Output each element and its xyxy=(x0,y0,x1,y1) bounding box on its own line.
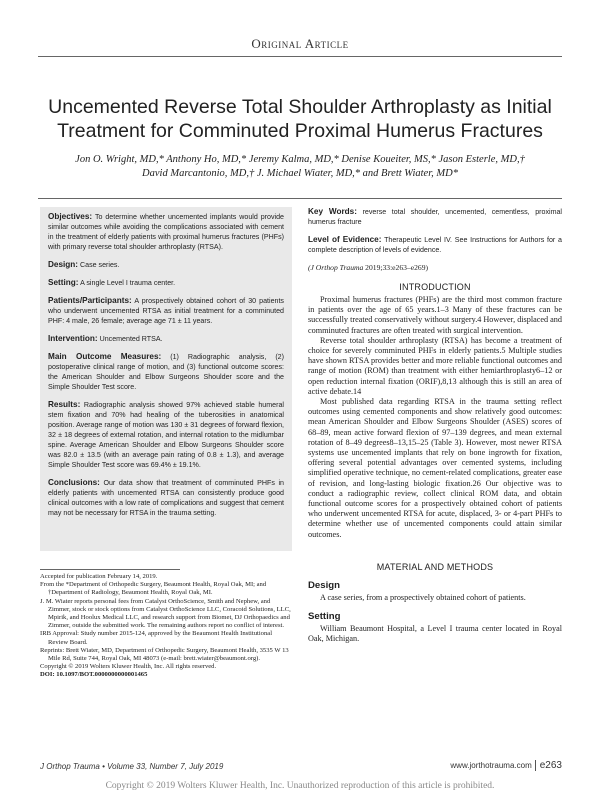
abstract-objectives xyxy=(48,212,284,252)
abstract-conclusions xyxy=(48,478,284,518)
intro-paragraph-1: Proximal humerus fractures (PHFs) are the third most common fracture in patients over the age of 65 years.1–3 Many of these fractures can be successfully treated conservatively without surgery.4 However, displaced and comminuted fractures are often treated with surgical intervention. xyxy=(308,295,562,335)
note-reprints: Reprints: Brett Wiater, MD, Department of Orthopedic Surgery, Beaumont Health, 3535 W 13 Mile Rd, Suite 744, Royal Oak, MI 48073 (e-mail: brett.wiater@beaumont.org). xyxy=(40,646,289,663)
measures-label: Main Outcome Measures: xyxy=(48,352,162,361)
objectives-label: Objectives: xyxy=(48,212,93,221)
intro-paragraph-2: Reverse total shoulder arthroplasty (RTSA) has become a treatment of choice for severely comminuted PHFs in elderly patients.5 Multiple studies have shown RTSA provides better and more reliable functional outcomes and range of motion (ROM) than treatment with either hemiarthroplasty6–12 or open reduction internal fixation (ORIF),8,13 although this is still an area of active debate.14 xyxy=(308,335,562,396)
patients-label: Patients/Participants: xyxy=(48,296,132,305)
right-column xyxy=(308,207,562,644)
citation-rest: 2019;33:e263–e269) xyxy=(363,263,429,272)
intervention-text: Uncemented RTSA. xyxy=(99,335,163,343)
methods-design-text: A case series, from a prospectively obtained cohort of patients. xyxy=(320,592,526,602)
abstract-box xyxy=(40,207,292,551)
intervention-label: Intervention: xyxy=(48,334,98,343)
results-label: Results: xyxy=(48,400,81,409)
article-title xyxy=(30,95,570,143)
measures-text: (1) Radiographic analysis, (2) postoperative clinical range of motion, and (3) functional outcome scores: the American Shoulder and Elbow Surgeons Shoulder score and the Simple Shoulder Test score. xyxy=(48,353,284,391)
note-accepted: Accepted for publication February 14, 2019. xyxy=(40,573,158,580)
setting-label: Setting: xyxy=(48,278,79,287)
note-disclosure: J. M. Wiater reports personal fees from Catalyst OrthoScience, Smith and Nephew, and Zimmer, stock or stock options from Catalyst OrthoScience LLC, Coracoid Solutions, LLC, Mpirik, and Hoolux Medical LLC, and research support from Biomet, DJ Orthopaedics and Zimmer, outside the submitted work. The remaining authors report no conflict of interest. xyxy=(40,597,291,630)
results-text: Radiographic analysis showed 97% achieved stable humeral stem fixation and 70% had healing of the tuberosities in anatomical position. Average range of motion was 130 ± 31 degrees of forward flexion, 32 ± 18 degrees of external rotation, and internal rotation to the midlumbar spine. Average American Shoulder and Elbow Surgeons Shoulder score was 82.0 ± 13.5 (with an average pain rating of 0.8 ± 1.3), and average Simple Shoulder Test score was 69.4% ± 19.1%. xyxy=(48,401,284,469)
methods-heading: MATERIAL AND METHODS xyxy=(376,561,494,572)
intro-paragraph-3: Most published data regarding RTSA in the trauma setting reflect outcomes using cemented components and show relatively good outcomes: mean American Shoulder and Elbow Surgeons Shoulder (ASES) scores of 68–89, mean active forward flexion of 97–139 degrees, and mean external rotation of 8–49 degrees8–13,15–25 (Table 3). However, most newer RTSA systems use uncemented implants that rely on bone ingrowth for fixation, offering several potential advantages over cemented systems, including simplified operative technique, no cement-related complications, greater ease of revision, and long-lasting biologic fixation.26 Our objective was to conduct a radiographic review, collect clinical ROM data, and obtain functional outcome scores for a prospectively obtained cohort of patients who underwent uncemented RTSA for acute, displaced, 3- or 4-part PHFs to determine whether use of uncemented components could attain similar outcomes. xyxy=(308,397,562,539)
copyright-notice: Copyright © 2019 Wolters Kluwer Health, Inc. Unauthorized reproduction of this article is prohibited. xyxy=(105,781,495,791)
header-rule xyxy=(38,56,562,57)
citation xyxy=(308,263,562,272)
loe-text: Therapeutic Level IV. See Instructions for Authors for a complete description of levels of evidence. xyxy=(308,236,562,254)
objectives-text: To determine whether uncemented implants would provide similar outcomes while avoiding the complications associated with cement in the treatment of elderly patients with proximal humerus fractures (PHFs) with primary reverse total shoulder arthroplasty (RTSA). xyxy=(48,213,284,251)
introduction-heading: INTRODUCTION xyxy=(399,282,471,292)
design-label: Design: xyxy=(48,260,79,269)
article-notes xyxy=(40,573,292,680)
title-line-2: Treatment for Comminuted Proximal Humerus Fractures xyxy=(57,120,543,142)
footer-journal: J Orthop Trauma • Volume 33, Number 7, July 2019 xyxy=(40,762,224,771)
title-line-1: Uncemented Reverse Total Shoulder Arthroplasty as Initial xyxy=(48,96,552,118)
page-number: e263 xyxy=(535,760,562,771)
citation-journal: (J Orthop Trauma xyxy=(308,263,364,272)
note-doi[interactable]: DOI: 10.1097/BOT.0000000000001465 xyxy=(40,671,148,679)
setting-text: A single Level I trauma center. xyxy=(80,279,176,287)
abstract-setting xyxy=(48,278,284,288)
note-copyright: Copyright © 2019 Wolters Kluwer Health, Inc. All rights reserved. xyxy=(40,663,217,671)
methods-design-heading: Design xyxy=(308,579,340,591)
authors-line-2: David Marcantonio, MD,† J. Michael Wiater, MD,* and Brett Wiater, MD* xyxy=(142,168,458,179)
keywords-label: Key Words: xyxy=(308,207,357,216)
methods-setting-heading: Setting xyxy=(308,611,341,623)
loe-label: Level of Evidence: xyxy=(308,235,382,244)
footer-website[interactable]: www.jorthotrauma.com xyxy=(450,761,532,770)
footer-right xyxy=(410,760,562,771)
section-label: Original Article xyxy=(251,36,349,51)
authors-line-1: Jon O. Wright, MD,* Anthony Ho, MD,* Jeremy Kalma, MD,* Denise Koueiter, MS,* Jason Esterle, MD,† xyxy=(75,154,525,165)
note-irb: IRB Approval: Study number 2015-124, approved by the Beaumont Health Institutional Review Board. xyxy=(40,630,273,646)
authors-rule xyxy=(38,198,562,199)
abstract-intervention xyxy=(48,334,284,344)
keywords-text: reverse total shoulder, uncemented, cementless, proximal humerus fracture xyxy=(308,208,562,226)
methods-setting-text: William Beaumont Hospital, a Level I trauma center located in Royal Oak, Michigan. xyxy=(308,624,562,644)
conclusions-text: Our data show that treatment of comminuted PHFs in elderly patients with uncemented RTSA can consistently produce good clinical outcomes with a low rate of complications and suggest that cement may not be necessary for RTSA in the trauma setting. xyxy=(48,479,284,517)
conclusions-label: Conclusions: xyxy=(48,478,100,487)
design-text: Case series. xyxy=(80,261,120,269)
level-of-evidence xyxy=(308,235,562,255)
patients-text: A prospectively obtained cohort of 30 patients who underwent uncemented RTSA as initial treatment for a comminuted PHF: 4 male, 26 female; average age 71 ± 11 years. xyxy=(48,297,284,325)
abstract-results xyxy=(48,400,284,470)
abstract-patients xyxy=(48,296,284,326)
note-from: From the *Department of Orthopedic Surgery, Beaumont Health, Royal Oak, MI; and †Department of Radiology, Beaumont Health, Royal Oak, MI. xyxy=(40,581,267,597)
abstract-measures xyxy=(48,352,284,392)
keywords xyxy=(308,207,562,227)
notes-rule xyxy=(40,569,180,570)
author-list xyxy=(30,153,570,181)
abstract-design xyxy=(48,260,284,270)
